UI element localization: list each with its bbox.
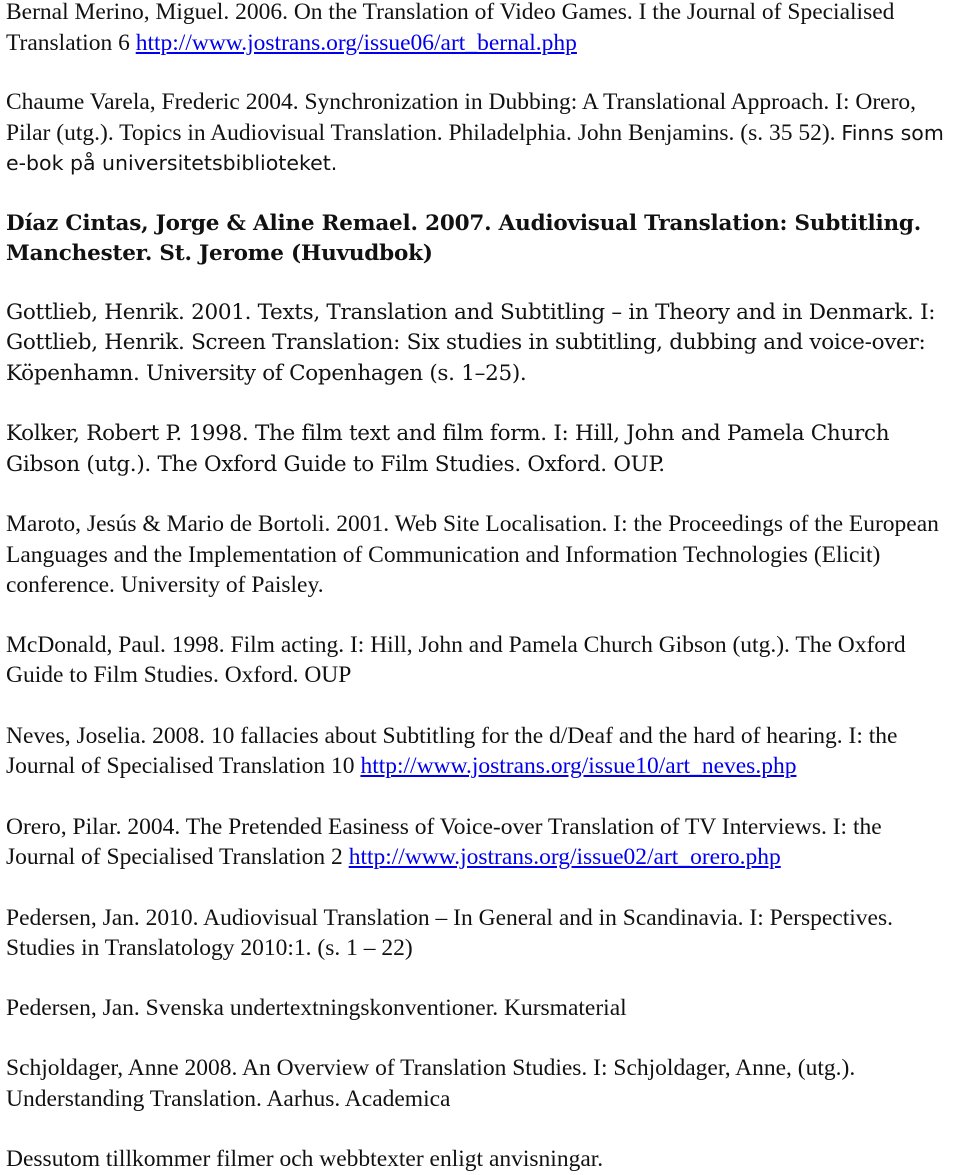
reference-text: Bernal Merino, Miguel. 2006. On the Translation of Video Games. I the Journal of Specialised Translation 6 [6,0,895,56]
reference-kolker: Kolker, Robert P. 1998. The film text and film form. I: Hill, John and Pamela Church Gibson (utg.). The Oxford Guide to Film Studies. Oxford. OUP. [6,421,890,477]
reference-neves [6,721,954,782]
reference-text: Orero, Pilar. 2004. The Pretended Easiness of Voice-over Translation of TV Interviews. I: the Journal of Specialised Translation 2 [6,813,882,870]
reference-text: Neves, Joselia. 2008. 10 fallacies about Subtitling for the d/Deaf and the hard of hearing. I: the Journal of Specialised Translation 10 [6,722,898,779]
reference-link[interactable]: http://www.jostrans.org/issue02/art_orero.php [348,844,781,870]
reference-pedersen-kursmaterial: Pedersen, Jan. Svenska undertextningskonventioner. Kursmaterial [6,994,627,1021]
reference-bernal-merino [6,0,954,58]
reference-note: Finns som e-bok på universitetsbiblioteket. [6,120,944,175]
reference-schjoldager: Schjoldager, Anne 2008. An Overview of Translation Studies. I: Schjoldager, Anne, (utg.). Understanding Translation. Aarhus. Academica [6,1055,856,1112]
reference-link[interactable]: http://www.jostrans.org/issue06/art_bernal.php [135,29,577,56]
reference-link[interactable]: http://www.jostrans.org/issue10/art_neves.php [360,753,797,779]
closing-note: Dessutom tillkommer filmer och webbtexter enligt anvisningar. [6,1146,604,1172]
reference-mcdonald: McDonald, Paul. 1998. Film acting. I: Hill, John and Pamela Church Gibson (utg.). The Oxford Guide to Film Studies. Oxford. OUP [6,631,906,688]
reference-maroto: Maroto, Jesús & Mario de Bortoli. 2001. Web Site Localisation. I: the Proceedings of the European Languages and the Implementation of Communication and Information Technologies (Elicit) conference. University of Paisley. [6,511,939,598]
reference-chaume-varela [6,87,954,179]
reference-list [6,0,954,1175]
reference-pedersen-2010: Pedersen, Jan. 2010. Audiovisual Translation – In General and in Scandinavia. I: Perspectives. Studies in Translatology 2010:1. (s. 1 – 22) [6,904,893,961]
reference-text: Chaume Varela, Frederic 2004. Synchronization in Dubbing: A Translational Approach. I: Orero, Pilar (utg.). Topics in Audiovisual Translation. Philadelphia. John Benjamins. (s. 35 52). [6,89,917,146]
reference-gottlieb: Gottlieb, Henrik. 2001. Texts, Translation and Subtitling – in Theory and in Denmark. I: Gottlieb, Henrik. Screen Translation: Six studies in subtitling, dubbing and voice-over: Köpenhamn. University of Copenhagen (s. 1–25). [6,299,936,386]
reference-diaz-cintas: Díaz Cintas, Jorge & Aline Remael. 2007. Audiovisual Translation: Subtitling. Manchester. St. Jerome (Huvudbok) [6,210,922,266]
reference-orero [6,812,954,873]
